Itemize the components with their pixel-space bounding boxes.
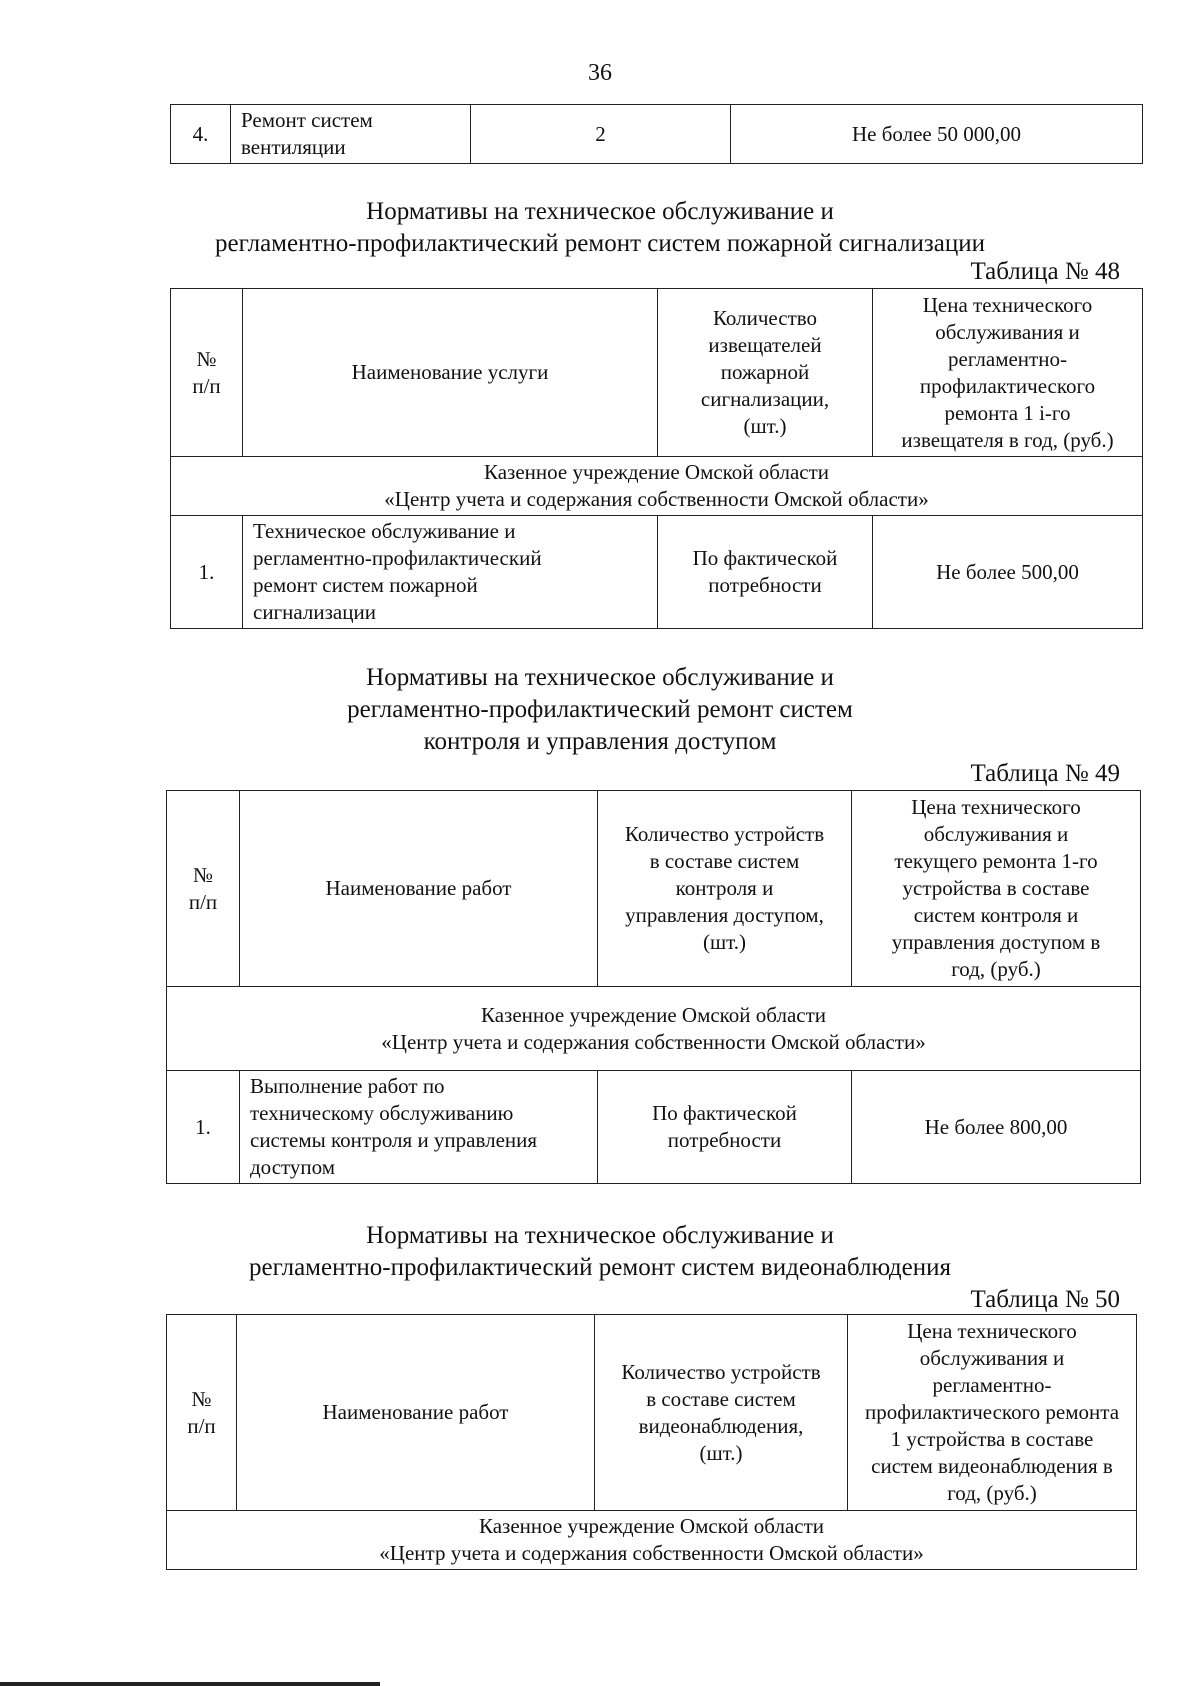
header-quantity: Количество извещателей пожарной сигнализации, (шт.) — [658, 289, 873, 457]
institution-name: Казенное учреждение Омской области «Центр учета и содержания собственности Омской области» — [167, 987, 1141, 1071]
norms-table-50 — [166, 1314, 1137, 1570]
row-quantity: По фактической потребности — [598, 1071, 852, 1184]
header-row — [167, 791, 1141, 987]
header-number: № п/п — [167, 1315, 237, 1511]
table-row — [171, 105, 1143, 164]
header-price: Цена технического обслуживания и регламентно- профилактического ремонта 1 i-го извещателя в год, (руб.) — [873, 289, 1143, 457]
table-label: Таблица № 50 — [970, 1286, 1120, 1313]
norms-table-49 — [166, 790, 1141, 1184]
norms-table-48 — [170, 288, 1143, 629]
institution-row — [171, 457, 1143, 516]
section-heading: Нормативы на техническое обслуживание и регламентно-профилактический ремонт систем контроля и управления доступом — [347, 664, 853, 755]
table-row — [167, 1071, 1141, 1184]
row-number: 1. — [167, 1071, 240, 1184]
header-row — [167, 1315, 1137, 1511]
row-price: Не более 500,00 — [873, 516, 1143, 629]
header-name: Наименование работ — [240, 791, 598, 987]
header-quantity: Количество устройств в составе систем контроля и управления доступом, (шт.) — [598, 791, 852, 987]
row-number: 4. — [171, 105, 231, 164]
row-name: Техническое обслуживание и регламентно-профилактический ремонт систем пожарной сигнализации — [243, 516, 658, 629]
section-heading: Нормативы на техническое обслуживание и регламентно-профилактический ремонт систем видеонаблюдения — [249, 1222, 951, 1281]
institution-name: Казенное учреждение Омской области «Центр учета и содержания собственности Омской области» — [167, 1511, 1137, 1570]
row-quantity: По фактической потребности — [658, 516, 873, 629]
header-row — [171, 289, 1143, 457]
row-price: Не более 50 000,00 — [731, 105, 1143, 164]
row-quantity: 2 — [471, 105, 731, 164]
section-heading: Нормативы на техническое обслуживание и регламентно-профилактический ремонт систем пожарной сигнализации — [215, 198, 985, 257]
row-name: Выполнение работ по техническому обслуживанию системы контроля и управления доступом — [240, 1071, 598, 1184]
row-price: Не более 800,00 — [852, 1071, 1141, 1184]
page-number: 36 — [588, 60, 612, 86]
scan-edge-mark — [0, 1682, 380, 1686]
continuation-table — [170, 104, 1143, 164]
institution-row — [167, 1511, 1137, 1570]
table-row — [171, 516, 1143, 629]
header-quantity: Количество устройств в составе систем видеонаблюдения, (шт.) — [595, 1315, 848, 1511]
row-name: Ремонт систем вентиляции — [231, 105, 471, 164]
header-name: Наименование работ — [237, 1315, 595, 1511]
row-number: 1. — [171, 516, 243, 629]
institution-row — [167, 987, 1141, 1071]
header-price: Цена технического обслуживания и текущего ремонта 1-го устройства в составе систем контроля и управления доступом в год, (руб.) — [852, 791, 1141, 987]
institution-name: Казенное учреждение Омской области «Центр учета и содержания собственности Омской области» — [171, 457, 1143, 516]
table-label: Таблица № 48 — [970, 258, 1120, 285]
header-name: Наименование услуги — [243, 289, 658, 457]
header-number: № п/п — [171, 289, 243, 457]
header-price: Цена технического обслуживания и регламентно- профилактического ремонта 1 устройства в составе систем видеонаблюдения в год, (руб.) — [848, 1315, 1137, 1511]
table-label: Таблица № 49 — [970, 760, 1120, 787]
header-number: № п/п — [167, 791, 240, 987]
